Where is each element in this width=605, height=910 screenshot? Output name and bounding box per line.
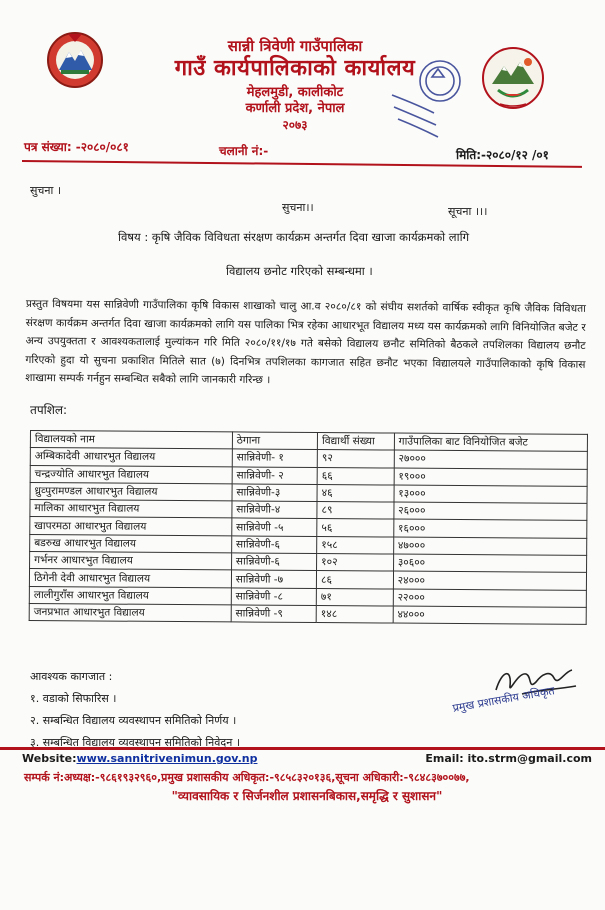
school-name-cell: गर्भनर आधारभुत विद्यालय	[30, 552, 232, 571]
issue-date: मिति:-२०८०/१२ /०१	[456, 148, 549, 162]
col-student-count: विद्यार्थी संख्या	[317, 433, 394, 451]
office-stamp-icon	[388, 55, 468, 145]
school-name-cell: बडरुख आधारभुत विद्यालय	[30, 534, 232, 553]
col-school-name: विद्यालयको नाम	[30, 431, 232, 450]
subject-line-2: विद्यालय छनोट गरिएको सम्बन्धमा ।	[226, 264, 373, 278]
website	[22, 752, 257, 765]
student-count-cell: ६६	[317, 467, 394, 485]
municipality-logo-icon	[478, 44, 548, 116]
reference-line	[24, 138, 564, 162]
address-cell: सान्निवेणी -५	[232, 518, 317, 536]
notice-heading-3: सूचना ।।।	[448, 205, 488, 218]
budget-cell: १३०००	[394, 485, 587, 504]
school-name-cell: जनप्रभात आधारभुत विद्यालय	[29, 603, 231, 622]
subject-line-1: विषय : कृषि जैविक विविधता संरक्षण कार्यक्रम अन्तर्गत दिवा खाजा कार्यक्रमको लागि	[118, 230, 470, 244]
dispatch-number: चलानी नं:-	[219, 144, 269, 158]
student-count-cell: ५६	[317, 519, 394, 537]
student-count-cell: ४६	[317, 484, 394, 502]
province-country: कर्णाली प्रदेश, नेपाल	[245, 101, 345, 116]
footer-divider	[0, 747, 605, 750]
details-label: तपशिल:	[30, 403, 68, 417]
address-cell: सान्निवेणी-४	[232, 501, 317, 519]
notice-heading-2: सुचना।।	[282, 201, 314, 214]
body-paragraph: प्रस्तुत विषयमा यस सान्निवेणी गाउँपालिका कृषि विकास शाखाको चालु आ.व २०८०/८१ को संघीय सशर्तको वार्षिक स्वीकृत कृषि जैविक विविधता संरक्षण कार्यक्रम अन्तर्गत दिवा खाजा कार्यक्रमको लागि यस पालिका भित्र रहेका आधारभूत विद्यालय मध्य यस कार्यक्रमको लागि विनियोजित बजेट र अन्य उपयुक्तता र आवश्यकतालाई मुल्यांकन गरि मिति २०८०/११/१७ गते बसेको विद्यालय छनौट समितिको बैठकले तपशिलका विद्यालय छनौट गरिएको हुदा यो सुचना प्रकाशित मितिले सात (७) दिनभित्र तपशिलका कागजात सहित छनौट भएका विद्यालयले गाउँपालिकाको कृषि विकास शाखामा सम्पर्क गर्नहुन सम्बन्धित सबैको लागि जानकारी गरिन्छ ।	[25, 297, 586, 387]
col-budget: गाउँपालिका बाट विनियोजित बजेट	[394, 433, 587, 452]
school-selection-table	[29, 430, 588, 625]
notice-heading-1: सुचना ।	[30, 184, 62, 197]
address-cell: सान्निवेणी- २	[232, 467, 317, 485]
budget-cell: २४०००	[393, 571, 586, 590]
school-name-cell: लालीगुराँस आधारभुत विद्यालय	[29, 586, 231, 605]
municipality-name: सान्नी त्रिवेणी गाउँपालिका	[227, 37, 363, 55]
letter-number: पत्र संख्या: -२०८०/०८१	[24, 140, 129, 154]
address-cell: सान्निवेणी-३	[232, 484, 317, 502]
school-name-cell: ठिगेनी देवी आधारभुत विद्यालय	[29, 569, 231, 588]
established-year: २०७३	[282, 118, 308, 132]
student-count-cell: ८६	[317, 571, 394, 589]
address-cell: सान्निवेणी -८	[231, 588, 316, 606]
address-cell: सान्निवेणी -९	[231, 605, 316, 623]
budget-cell: १६०००	[394, 520, 587, 539]
budget-cell: २२०००	[393, 589, 586, 608]
nepal-emblem-icon	[44, 28, 106, 90]
student-count-cell: ७१	[316, 588, 393, 606]
school-name-cell: ध्रुव्पुरामण्डल आधारभुत विद्यालय	[30, 482, 232, 501]
budget-cell: २६०००	[394, 502, 587, 521]
student-count-cell: १४८	[316, 605, 393, 623]
student-count-cell: ९२	[317, 450, 394, 468]
documents-label: आवश्यक कागजात :	[30, 670, 113, 683]
student-count-cell: ८९	[317, 502, 394, 520]
list-item: २. सम्बन्धित विद्यालय व्यवस्थापन समितिको निर्णय ।	[30, 714, 237, 727]
student-count-cell: १५८	[317, 536, 394, 554]
school-name-cell: खापरमठा आधारभुत विद्यालय	[30, 517, 232, 536]
footer-phone-numbers: सम्पर्क नं:अध्यक्ष:-९८६१९३२९६०,प्रमुख प्रशासकीय अधिकृत:-९८५८३२०१३६,सूचना अधिकारी:-९८४८३७००७७,	[24, 771, 470, 784]
student-count-cell: १०२	[317, 554, 394, 572]
table-row	[29, 603, 586, 624]
footer-slogan: "व्यावसायिक र सिर्जनशील प्रशासनबिकास,समृद्धि र सुशासन"	[171, 789, 443, 803]
office-location: मेहलमुडी, कालीकोट	[246, 85, 344, 100]
list-item: १. वडाको सिफारिस ।	[30, 692, 117, 705]
email: Email: ito.strm@gmail.com	[425, 752, 592, 765]
school-name-cell: मालिका आधारभुत विद्यालय	[30, 500, 232, 519]
address-cell: सान्निवेणी-६	[231, 553, 316, 571]
budget-cell: ४४०००	[393, 606, 586, 625]
required-documents	[30, 666, 240, 754]
budget-cell: ३०६००	[393, 554, 586, 573]
address-cell: सान्निवेणी -७	[231, 570, 316, 588]
signature-stamp: प्रमुख प्रशासकीय अधिकृत	[451, 684, 556, 715]
budget-cell: ४७०००	[393, 537, 586, 556]
office-title: गाउँ कार्यपालिकाको कार्यालय	[174, 56, 416, 81]
address-cell: सान्निवेणी-६	[231, 536, 316, 554]
address-cell: सान्निवेणी- १	[232, 449, 317, 467]
list-item: ३. सम्बन्धित विद्यालय व्यवस्थापन समितिको निवेदन ।	[30, 736, 241, 749]
col-address: ठेगाना	[232, 432, 317, 450]
school-name-cell: चन्द्रज्योति आधारभुत विद्यालय	[30, 465, 232, 484]
website-label: Website:	[22, 752, 77, 765]
website-link[interactable]: www.sannitrivenimun.gov.np	[76, 752, 258, 765]
budget-cell: १९०००	[394, 468, 587, 487]
school-name-cell: अम्बिकादेवी आधारभुत विद्यालय	[30, 448, 232, 467]
budget-cell: २७०००	[394, 450, 587, 469]
